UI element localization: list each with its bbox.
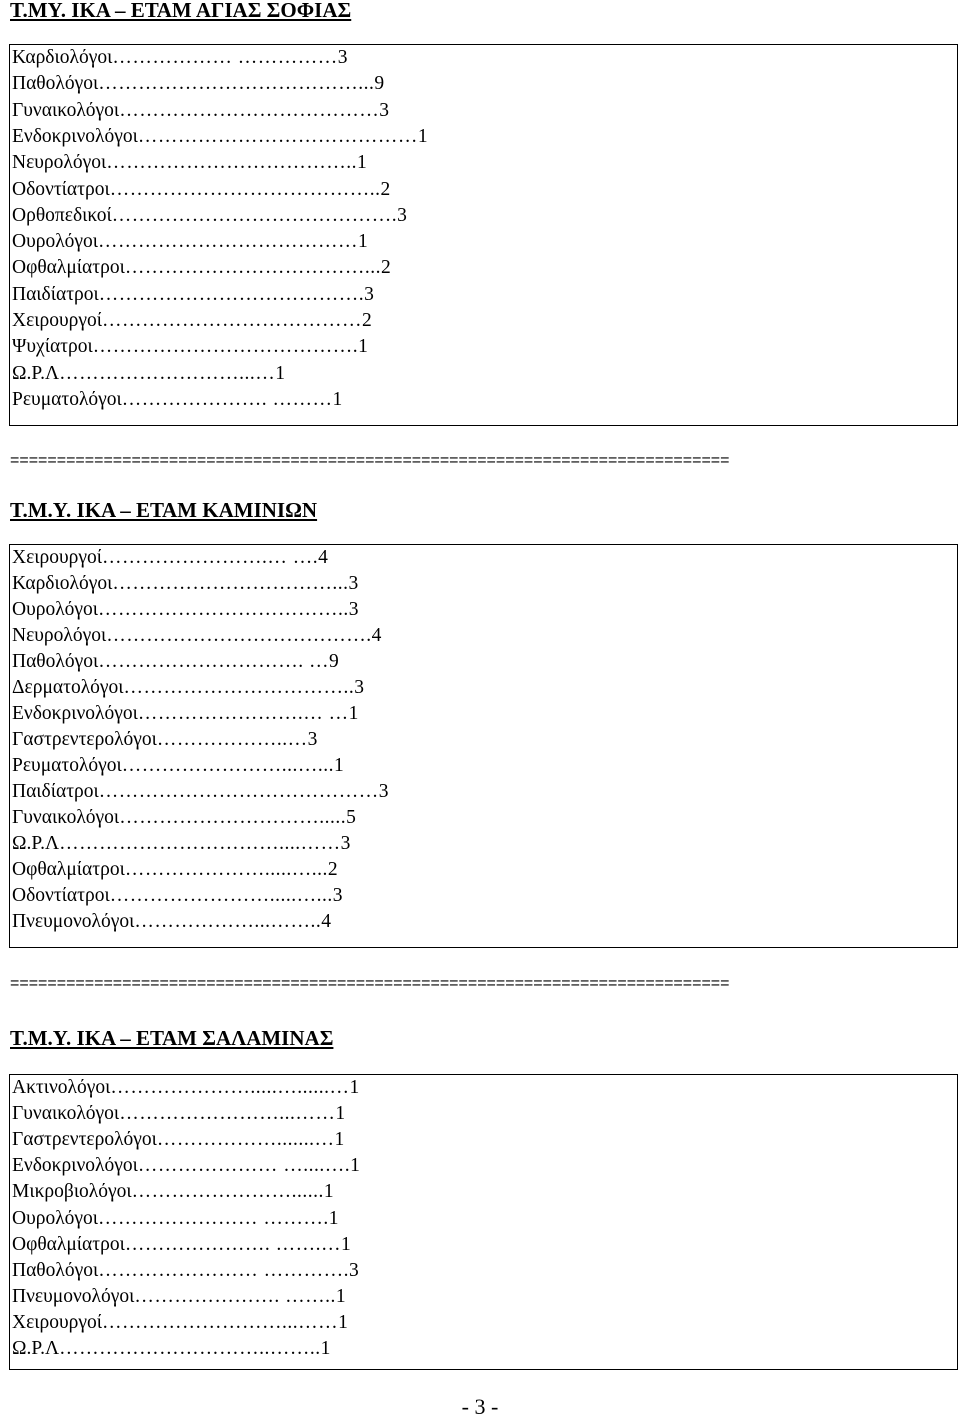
specialty-row (12, 1127, 344, 1153)
specialty-name: Παιδίατροι (12, 781, 99, 802)
specialty-name: Γυναικολόγοι (12, 807, 120, 828)
dot-leader: ……………… …………… (112, 47, 338, 68)
specialty-name: Νευρολόγοι (12, 625, 107, 646)
specialty-name: Χειρουργοί (12, 547, 102, 568)
dot-leader: ……………………...…… (119, 1103, 336, 1125)
doctor-count: 5 (346, 807, 356, 828)
dot-leader: ………………………………… (102, 310, 362, 331)
specialty-row (12, 1075, 359, 1101)
doctor-count: 1 (335, 1103, 346, 1125)
doctor-count: 1 (332, 388, 343, 410)
specialty-row (12, 753, 344, 779)
doctor-count: 3 (332, 885, 343, 906)
dot-leader: ………………...…….. (134, 911, 322, 932)
dot-leader: …………………. …….. (134, 1285, 336, 1307)
specialty-name: Δερματολόγοι (12, 677, 124, 698)
specialty-row (12, 701, 358, 727)
dot-leader: ………………….....…......… (110, 1077, 350, 1098)
specialty-name: Ουρολόγοι (12, 1207, 99, 1229)
specialty-row (12, 124, 428, 150)
specialty-row (12, 1310, 348, 1336)
doctor-count: 2 (362, 310, 372, 331)
dot-leader: ………………… …....…. (137, 1155, 351, 1177)
specialties-box-kaminia (9, 544, 958, 948)
dot-leader: …………………… ………. (98, 1207, 329, 1229)
specialty-name: Ω.Ρ.Λ (12, 1338, 60, 1359)
specialty-name: Ουρολόγοι (12, 231, 99, 253)
dot-leader: ……………….......… (156, 1129, 335, 1151)
specialty-name: Γυναικολόγοι (12, 1103, 120, 1125)
separator-line: ============================================================================= (10, 975, 730, 992)
dot-leader: ………………………………… (119, 99, 380, 121)
doctor-count: 9 (328, 651, 339, 672)
doctor-count: 3 (337, 47, 348, 68)
dot-leader: …………………….....…... (109, 885, 333, 906)
dot-leader: …………………….… … (137, 703, 349, 724)
specialty-row (12, 831, 350, 857)
dot-leader: …………………………..... (119, 807, 347, 828)
doctor-count: 1 (340, 1233, 351, 1255)
dot-leader: ………………….....…... (124, 859, 328, 880)
specialty-row (12, 1336, 330, 1362)
dot-leader: ……………………...... (131, 1181, 324, 1203)
specialty-row (12, 361, 285, 387)
doctor-count: 1 (275, 362, 285, 384)
specialty-name: Καρδιολόγοι (12, 573, 113, 594)
section-title-salamina: Τ.Μ.Υ. ΙΚΑ – ΕΤΑΜ ΣΑΛΑΜΙΝΑΣ (10, 1026, 334, 1050)
section-title-agia-sofia: Τ.ΜΥ. ΙΚΑ – ΕΤΑΜ ΑΓΙΑΣ ΣΟΦΙΑΣ (10, 0, 352, 22)
doctor-count: 1 (328, 1207, 339, 1229)
doctor-count: 3 (340, 833, 351, 854)
specialty-name: Ουρολόγοι (12, 599, 99, 620)
doctor-count: 1 (349, 1077, 360, 1098)
dot-leader: …………………… …………. (98, 1259, 349, 1281)
specialty-row (12, 1153, 360, 1179)
specialty-row (12, 571, 358, 597)
specialty-name: Χειρουργοί (12, 310, 102, 331)
doctor-count: 1 (320, 1338, 331, 1359)
page-number: - 3 - (461, 1394, 499, 1419)
doctor-count: 3 (397, 204, 407, 226)
doctor-count: 3 (379, 99, 389, 121)
dot-leader: ……………………………….. (98, 599, 349, 620)
dot-leader: …………………………. … (98, 651, 329, 672)
specialty-name: Ορθοπεδικοί (12, 204, 112, 226)
doctor-count: 1 (358, 231, 368, 253)
dot-leader: …………………. ……… (121, 388, 333, 410)
specialty-name: Παιδίατροι (12, 283, 99, 305)
specialty-name: Μικροβιολόγοι (12, 1181, 132, 1203)
specialty-name: Χειρουργοί (12, 1311, 102, 1333)
doctor-count: 2 (380, 257, 391, 279)
doctor-count: 4 (318, 547, 328, 568)
dot-leader: ……………………………………. (111, 204, 398, 226)
specialty-row (12, 597, 359, 623)
specialty-name: Γυναικολόγοι (12, 99, 120, 121)
specialty-row (12, 150, 367, 176)
specialties-box-agia-sofia (9, 44, 958, 426)
doctor-count: 1 (417, 125, 428, 147)
doctor-count: 1 (348, 703, 359, 724)
specialties-box-salamina (9, 1074, 958, 1370)
doctor-count: 3 (348, 573, 359, 594)
dot-leader: ……………………………....…… (59, 833, 341, 854)
specialty-name: Νευρολόγοι (12, 152, 107, 174)
specialty-row (12, 1258, 359, 1284)
separator-line: ============================================================================= (10, 452, 730, 469)
specialty-row (12, 177, 390, 203)
specialty-row (12, 727, 317, 753)
dot-leader: ………………..… (156, 729, 308, 750)
doctor-count: 1 (358, 336, 368, 358)
doctor-count: 3 (364, 283, 374, 305)
doctor-count: 9 (374, 73, 385, 95)
specialty-name: Γαστρεντερολόγοι (12, 729, 157, 750)
doctor-count: 3 (348, 1259, 359, 1281)
dot-leader: …………………………………. (98, 283, 365, 305)
specialty-row (12, 883, 342, 909)
doctor-count: 3 (348, 599, 359, 620)
doctor-count: 3 (354, 677, 365, 698)
specialty-name: Ρευματολόγοι (12, 388, 122, 410)
specialty-name: Παθολόγοι (12, 651, 99, 672)
doctor-count: 4 (371, 625, 382, 646)
dot-leader: ……………………………... (112, 573, 349, 594)
specialty-row (12, 1206, 339, 1232)
specialty-row (12, 1179, 334, 1205)
specialty-row (12, 779, 389, 805)
specialty-row (12, 282, 374, 308)
specialty-name: Οδοντίατροι (12, 885, 110, 906)
specialty-row (12, 623, 381, 649)
dot-leader: …………………………….. (123, 677, 355, 698)
specialty-row (12, 805, 356, 831)
specialty-name: Παθολόγοι (12, 73, 99, 95)
specialty-name: Ενδοκρινολόγοι (12, 703, 138, 724)
specialty-name: Ω.Ρ.Λ (12, 362, 60, 384)
specialty-row (12, 1284, 346, 1310)
specialty-name: Ω.Ρ.Λ (12, 833, 60, 854)
specialty-row (12, 229, 368, 255)
section-title-kaminia: Τ.Μ.Υ. ΙΚΑ – ΕΤΑΜ ΚΑΜΙΝΙΩΝ (10, 498, 318, 522)
specialty-row (12, 308, 372, 334)
doctor-count: 1 (338, 1311, 348, 1333)
doctor-count: 2 (380, 178, 391, 200)
dot-leader: ……………………………….. (106, 152, 357, 174)
specialty-row (12, 71, 384, 97)
dot-leader: …………………….… …. (102, 547, 319, 568)
specialty-row (12, 255, 391, 281)
specialty-row (12, 649, 339, 675)
specialty-name: Ψυχίατροι (12, 336, 93, 358)
dot-leader: …………………………..…….. (59, 1338, 321, 1359)
doctor-count: 1 (334, 755, 344, 776)
specialty-row (12, 334, 368, 360)
doctor-count: 3 (378, 781, 389, 802)
dot-leader: …………………………………. (106, 625, 372, 646)
specialty-row (12, 675, 364, 701)
dot-leader: ………………………………… (98, 231, 359, 253)
dot-leader: …………………. …….… (124, 1233, 341, 1255)
specialty-row (12, 545, 328, 571)
dot-leader: ………………………...…… (102, 1311, 339, 1333)
specialty-row (12, 98, 389, 124)
specialty-name: Οφθαλμίατροι (12, 1233, 125, 1255)
specialty-row (12, 857, 338, 883)
specialty-row (12, 45, 347, 71)
dot-leader: ………………………...… (59, 362, 276, 384)
specialty-row (12, 909, 331, 935)
doctor-count: 1 (335, 1285, 346, 1307)
specialty-row (12, 1232, 351, 1258)
dot-leader: …………………………………… (137, 125, 418, 147)
doctor-count: 1 (323, 1181, 334, 1203)
dot-leader: …………………………………. (92, 336, 359, 358)
doctor-count: 4 (321, 911, 331, 932)
specialty-name: Πνευμονολόγοι (12, 911, 135, 932)
dot-leader: …………………………………… (98, 781, 379, 802)
doctor-count: 1 (350, 1155, 360, 1177)
dot-leader: ………………………………... (124, 257, 381, 279)
specialty-name: Ακτινολόγοι (12, 1077, 111, 1098)
doctor-count: 1 (334, 1129, 345, 1151)
specialty-name: Οφθαλμίατροι (12, 257, 125, 279)
specialty-name: Παθολόγοι (12, 1259, 99, 1281)
specialty-name: Ρευματολόγοι (12, 755, 122, 776)
specialty-row (12, 1101, 345, 1127)
specialty-name: Πνευμονολόγοι (12, 1285, 135, 1307)
dot-leader: ……………………...…... (121, 755, 335, 776)
specialty-name: Οδοντίατροι (12, 178, 110, 200)
dot-leader: …………………………………... (98, 73, 375, 95)
specialty-name: Γαστρεντερολόγοι (12, 1129, 157, 1151)
doctor-count: 2 (327, 859, 338, 880)
specialty-name: Οφθαλμίατροι (12, 859, 125, 880)
dot-leader: ………………………………….. (109, 178, 381, 200)
specialty-name: Ενδοκρινολόγοι (12, 125, 138, 147)
doctor-count: 1 (356, 152, 367, 174)
doctor-count: 3 (307, 729, 318, 750)
specialty-name: Ενδοκρινολόγοι (12, 1155, 138, 1177)
specialty-row (12, 387, 342, 413)
specialty-name: Καρδιολόγοι (12, 47, 113, 68)
specialty-row (12, 203, 407, 229)
